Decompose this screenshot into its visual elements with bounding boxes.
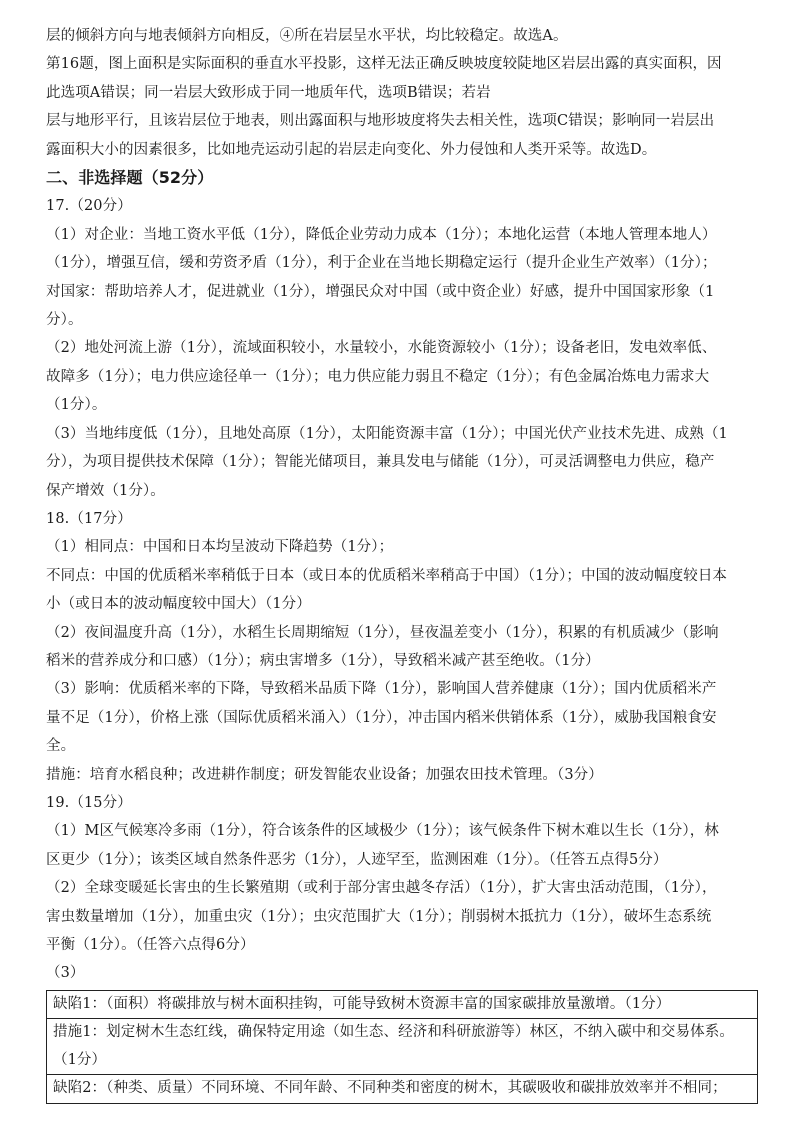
text-line: 此选项A错误；同一岩层大致形成于同一地质年代，选项B错误；若岩 (46, 84, 491, 101)
text-line: 故障多（1分）；电力供应途径单一（1分）；电力供应能力弱且不稳定（1分）；有色金属冶炼电力需求大 (46, 368, 710, 385)
text-line: 量不足（1分），价格上涨（国际优质稻米涌入）（1分），冲击国内稻米供销体系（1分），威胁我国粮食安 (46, 709, 717, 726)
text-line: 露面积大小的因素很多，比如地壳运动引起的岩层走向变化、外力侵蚀和人类开采等。故选D。 (46, 141, 657, 158)
text-line: （2）全球变暖延长害虫的生长繁殖期（或利于部分害虫越冬存活）（1分），扩大害虫活动范围，（1分）， (46, 880, 717, 897)
text-line: 19.（15分） (46, 794, 132, 811)
text-line: 第16题，图上面积是实际面积的垂直水平投影，这样无法正确反映坡度较陡地区岩层出露的真实面积，因 (46, 56, 722, 73)
text-line: （2）地处河流上游（1分），流域面积较小，水量较小，水能资源较小（1分）；设备老旧，发电效率低、 (46, 340, 717, 357)
table-cell-line: 缺陷2：（种类、质量）不同环境、不同年龄、不同种类和密度的树木，其碳吸收和碳排放效率并不相同； (53, 1080, 727, 1097)
text-line: 层的倾斜方向与地表倾斜方向相反，④所在岩层呈水平状，均比较稳定。故选A。 (46, 28, 568, 44)
text-line: （3）当地纬度低（1分），且地处高原（1分），太阳能资源丰富（1分）；中国光伏产业技术先进、成熟（1 (46, 425, 728, 442)
text-line: （1分），增强互信，缓和劳资矛盾（1分），利于企业在当地长期稳定运行（提升企业生产效率）（1分）； (46, 255, 717, 272)
text-line: 17.（20分） (46, 198, 132, 215)
table-cell (47, 1074, 757, 1103)
table-cell (47, 991, 757, 1019)
text-line: （1）M区气候寒冷多雨（1分），符合该条件的区域极少（1分）；该气候条件下树木难以生长（1分），林 (46, 823, 719, 840)
text-line: 分）。 (46, 312, 83, 329)
text-line: 平衡（1分）。（任答六点得6分） (46, 937, 255, 953)
text-line: 措施：培育水稻良种；改进耕作制度；研发智能农业设备；加强农田技术管理。（3分） (46, 766, 603, 783)
text-line: 区更少（1分）；该类区域自然条件恶劣（1分），人迹罕至，监测困难（1分）。（任答五点得5分） (46, 851, 668, 868)
text-line: 小（或日本的波动幅度较中国大）（1分） (46, 596, 311, 613)
table-cell-line: 缺陷1：（面积）将碳排放与树木面积挂钩，可能导致树木资源丰富的国家碳排放量激增。（1分） (53, 995, 671, 1012)
text-line: 对国家：帮助培养人才，促进就业（1分），增强民众对中国（或中资企业）好感，提升中国国家形象（1 (46, 283, 715, 300)
answer-table-q19-3 (46, 990, 758, 1104)
text-line: （1分）。 (46, 397, 107, 414)
text-line: 分），为项目提供技术保障（1分）；智能光储项目，兼具发电与储能（1分），可灵活调整电力供应，稳产 (46, 454, 715, 471)
text-line: 稻米的营养成分和口感）（1分）；病虫害增多（1分），导致稻米减产甚至绝收。（1分） (46, 652, 600, 669)
text-line: （3）影响：优质稻米率的下降，导致稻米品质下降（1分），影响国人营养健康（1分）；国内优质稻米产 (46, 681, 717, 698)
text-line: （1）相同点：中国和日本均呈波动下降趋势（1分）； (46, 539, 394, 556)
text-line: 不同点：中国的优质稻米率稍低于日本（或日本的优质稻米率稍高于中国）（1分）；中国的波动幅度较日本 (46, 567, 728, 584)
table-cell-line: （1分） (53, 1051, 107, 1068)
table-cell (47, 1018, 757, 1074)
text-line: （1）对企业：当地工资水平低（1分），降低企业劳动力成本（1分）；本地化运营（本地人管理本地人） (46, 226, 717, 243)
text-line: 层与地形平行，且该岩层位于地表，则出露面积与地形坡度将失去相关性，选项C错误；影响同一岩层出 (46, 113, 715, 130)
text-line: （3） (46, 965, 85, 982)
table-cell-line: 措施1：划定树木生态红线，确保特定用途（如生态、经济和科研旅游等）林区，不纳入碳中和交易体系。 (53, 1024, 734, 1041)
text-line: 保产增效（1分）。 (46, 482, 165, 499)
text-line: （2）夜间温度升高（1分），水稻生长周期缩短（1分），昼夜温差变小（1分），积累的有机质减少（影响 (46, 624, 719, 641)
text-line: 害虫数量增加（1分），加重虫灾（1分）；虫灾范围扩大（1分）；削弱树木抵抗力（1分），破坏生态系统 (46, 908, 712, 925)
text-line: 18.（17分） (46, 510, 132, 527)
answer-text-body (46, 22, 762, 988)
text-line: 全。 (46, 738, 76, 755)
section-heading: 二、非选择题（52分） (46, 168, 214, 188)
